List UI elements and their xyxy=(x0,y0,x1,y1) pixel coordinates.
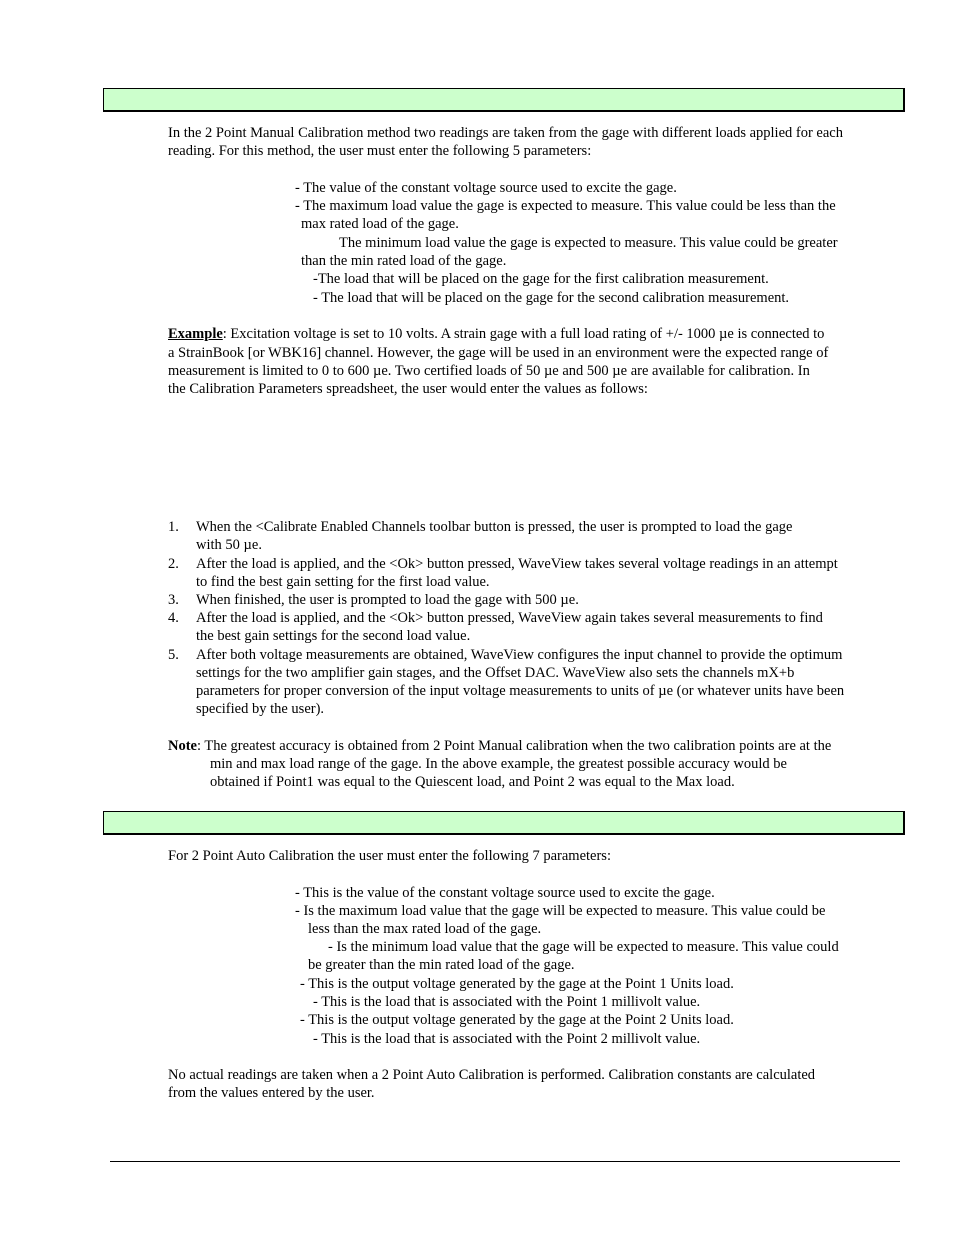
step-number-5: 5. xyxy=(168,647,179,663)
auto-param-point1-units: - This is the load that is associated with the Point 1 millivolt value. xyxy=(313,994,701,1010)
param-point1: -The load that will be placed on the gage for the first calibration measurement. xyxy=(313,271,769,287)
example-label: Example xyxy=(168,326,223,342)
footer-rule xyxy=(110,1161,900,1162)
step-1-line-1: When the <Calibrate Enabled Channels toolbar button is pressed, the user is prompted to load the gage xyxy=(196,519,793,535)
example-line-4: the Calibration Parameters spreadsheet, the user would enter the values as follows: xyxy=(168,381,648,397)
auto-param-point2-mv: - This is the output voltage generated by the gage at the Point 2 Units load. xyxy=(300,1012,734,1028)
intro-line-2: reading. For this method, the user must enter the following 5 parameters: xyxy=(168,143,592,159)
step-2-line-1: After the load is applied, and the <Ok> button pressed, WaveView takes several voltage readings in an attempt xyxy=(196,556,838,572)
auto-param-min-load: - Is the minimum load value that the gage will be expected to measure. This value could xyxy=(328,939,839,955)
closing-line-2: from the values entered by the user. xyxy=(168,1085,375,1101)
note-line-3: obtained if Point1 was equal to the Quiescent load, and Point 2 was equal to the Max load. xyxy=(210,774,735,790)
note-line-2: min and max load range of the gage. In the above example, the greatest possible accuracy would be xyxy=(210,756,787,772)
step-2-line-2: to find the best gain setting for the first load value. xyxy=(196,574,490,590)
param-point2: - The load that will be placed on the gage for the second calibration measurement. xyxy=(313,290,790,306)
section-banner-manual-calibration xyxy=(103,88,905,112)
example-line-2: a StrainBook [or WBK16] channel. However, the gage will be used in an environment were the expected range of xyxy=(168,345,829,361)
example-line-1 xyxy=(168,325,824,343)
param-min-load: The minimum load value the gage is expected to measure. This value could be greater xyxy=(339,235,838,251)
param-max-load: - The maximum load value the gage is expected to measure. This value could be less than the xyxy=(295,198,836,214)
note-line-1 xyxy=(168,737,831,755)
auto-param-point2-units: - This is the load that is associated with the Point 2 millivolt value. xyxy=(313,1031,701,1047)
step-number-1: 1. xyxy=(168,519,179,535)
step-number-4: 4. xyxy=(168,610,179,626)
step-number-3: 3. xyxy=(168,592,179,608)
step-5-line-2: settings for the two amplifier gain stages, and the Offset DAC. WaveView also sets the channels mX+b xyxy=(196,665,795,681)
step-3-line-1: When finished, the user is prompted to load the gage with 500 µe. xyxy=(196,592,579,608)
auto-param-excitation: - This is the value of the constant voltage source used to excite the gage. xyxy=(295,885,715,901)
auto-param-min-load-cont: be greater than the min rated load of the gage. xyxy=(308,957,575,973)
param-excitation: - The value of the constant voltage source used to excite the gage. xyxy=(295,180,677,196)
closing-line-1: No actual readings are taken when a 2 Point Auto Calibration is performed. Calibration constants are calculated xyxy=(168,1067,816,1083)
param-max-load-cont: max rated load of the gage. xyxy=(301,216,459,232)
step-4-line-2: the best gain settings for the second load value. xyxy=(196,628,471,644)
step-1-line-2: with 50 µe. xyxy=(196,537,262,553)
auto-param-max-load: - Is the maximum load value that the gage will be expected to measure. This value could be xyxy=(295,903,826,919)
example-text-1: : Excitation voltage is set to 10 volts. A strain gage with a full load rating of +/- 1000 µe is connected to xyxy=(222,326,825,342)
step-number-2: 2. xyxy=(168,556,179,572)
step-4-line-1: After the load is applied, and the <Ok> button pressed, WaveView again takes several measurements to find xyxy=(196,610,823,626)
intro-line-1: In the 2 Point Manual Calibration method two readings are taken from the gage with different loads applied for each xyxy=(168,125,843,141)
example-line-3: measurement is limited to 0 to 600 µe. Two certified loads of 50 µe and 500 µe are available for calibration. In xyxy=(168,363,810,379)
param-min-load-cont: than the min rated load of the gage. xyxy=(301,253,507,269)
auto-param-max-load-cont: less than the max rated load of the gage. xyxy=(308,921,542,937)
note-text-1: : The greatest accuracy is obtained from 2 Point Manual calibration when the two calibration points are at the xyxy=(197,738,832,754)
note-label: Note xyxy=(168,738,197,754)
auto-param-point1-mv: - This is the output voltage generated by the gage at the Point 1 Units load. xyxy=(300,976,734,992)
step-5-line-1: After both voltage measurements are obtained, WaveView configures the input channel to provide the optimum xyxy=(196,647,843,663)
section-banner-auto-calibration xyxy=(103,811,905,835)
step-5-line-3: parameters for proper conversion of the input voltage measurements to units of µe (or whatever units have been xyxy=(196,683,845,699)
step-5-line-4: specified by the user). xyxy=(196,701,325,717)
auto-intro: For 2 Point Auto Calibration the user must enter the following 7 parameters: xyxy=(168,848,611,864)
